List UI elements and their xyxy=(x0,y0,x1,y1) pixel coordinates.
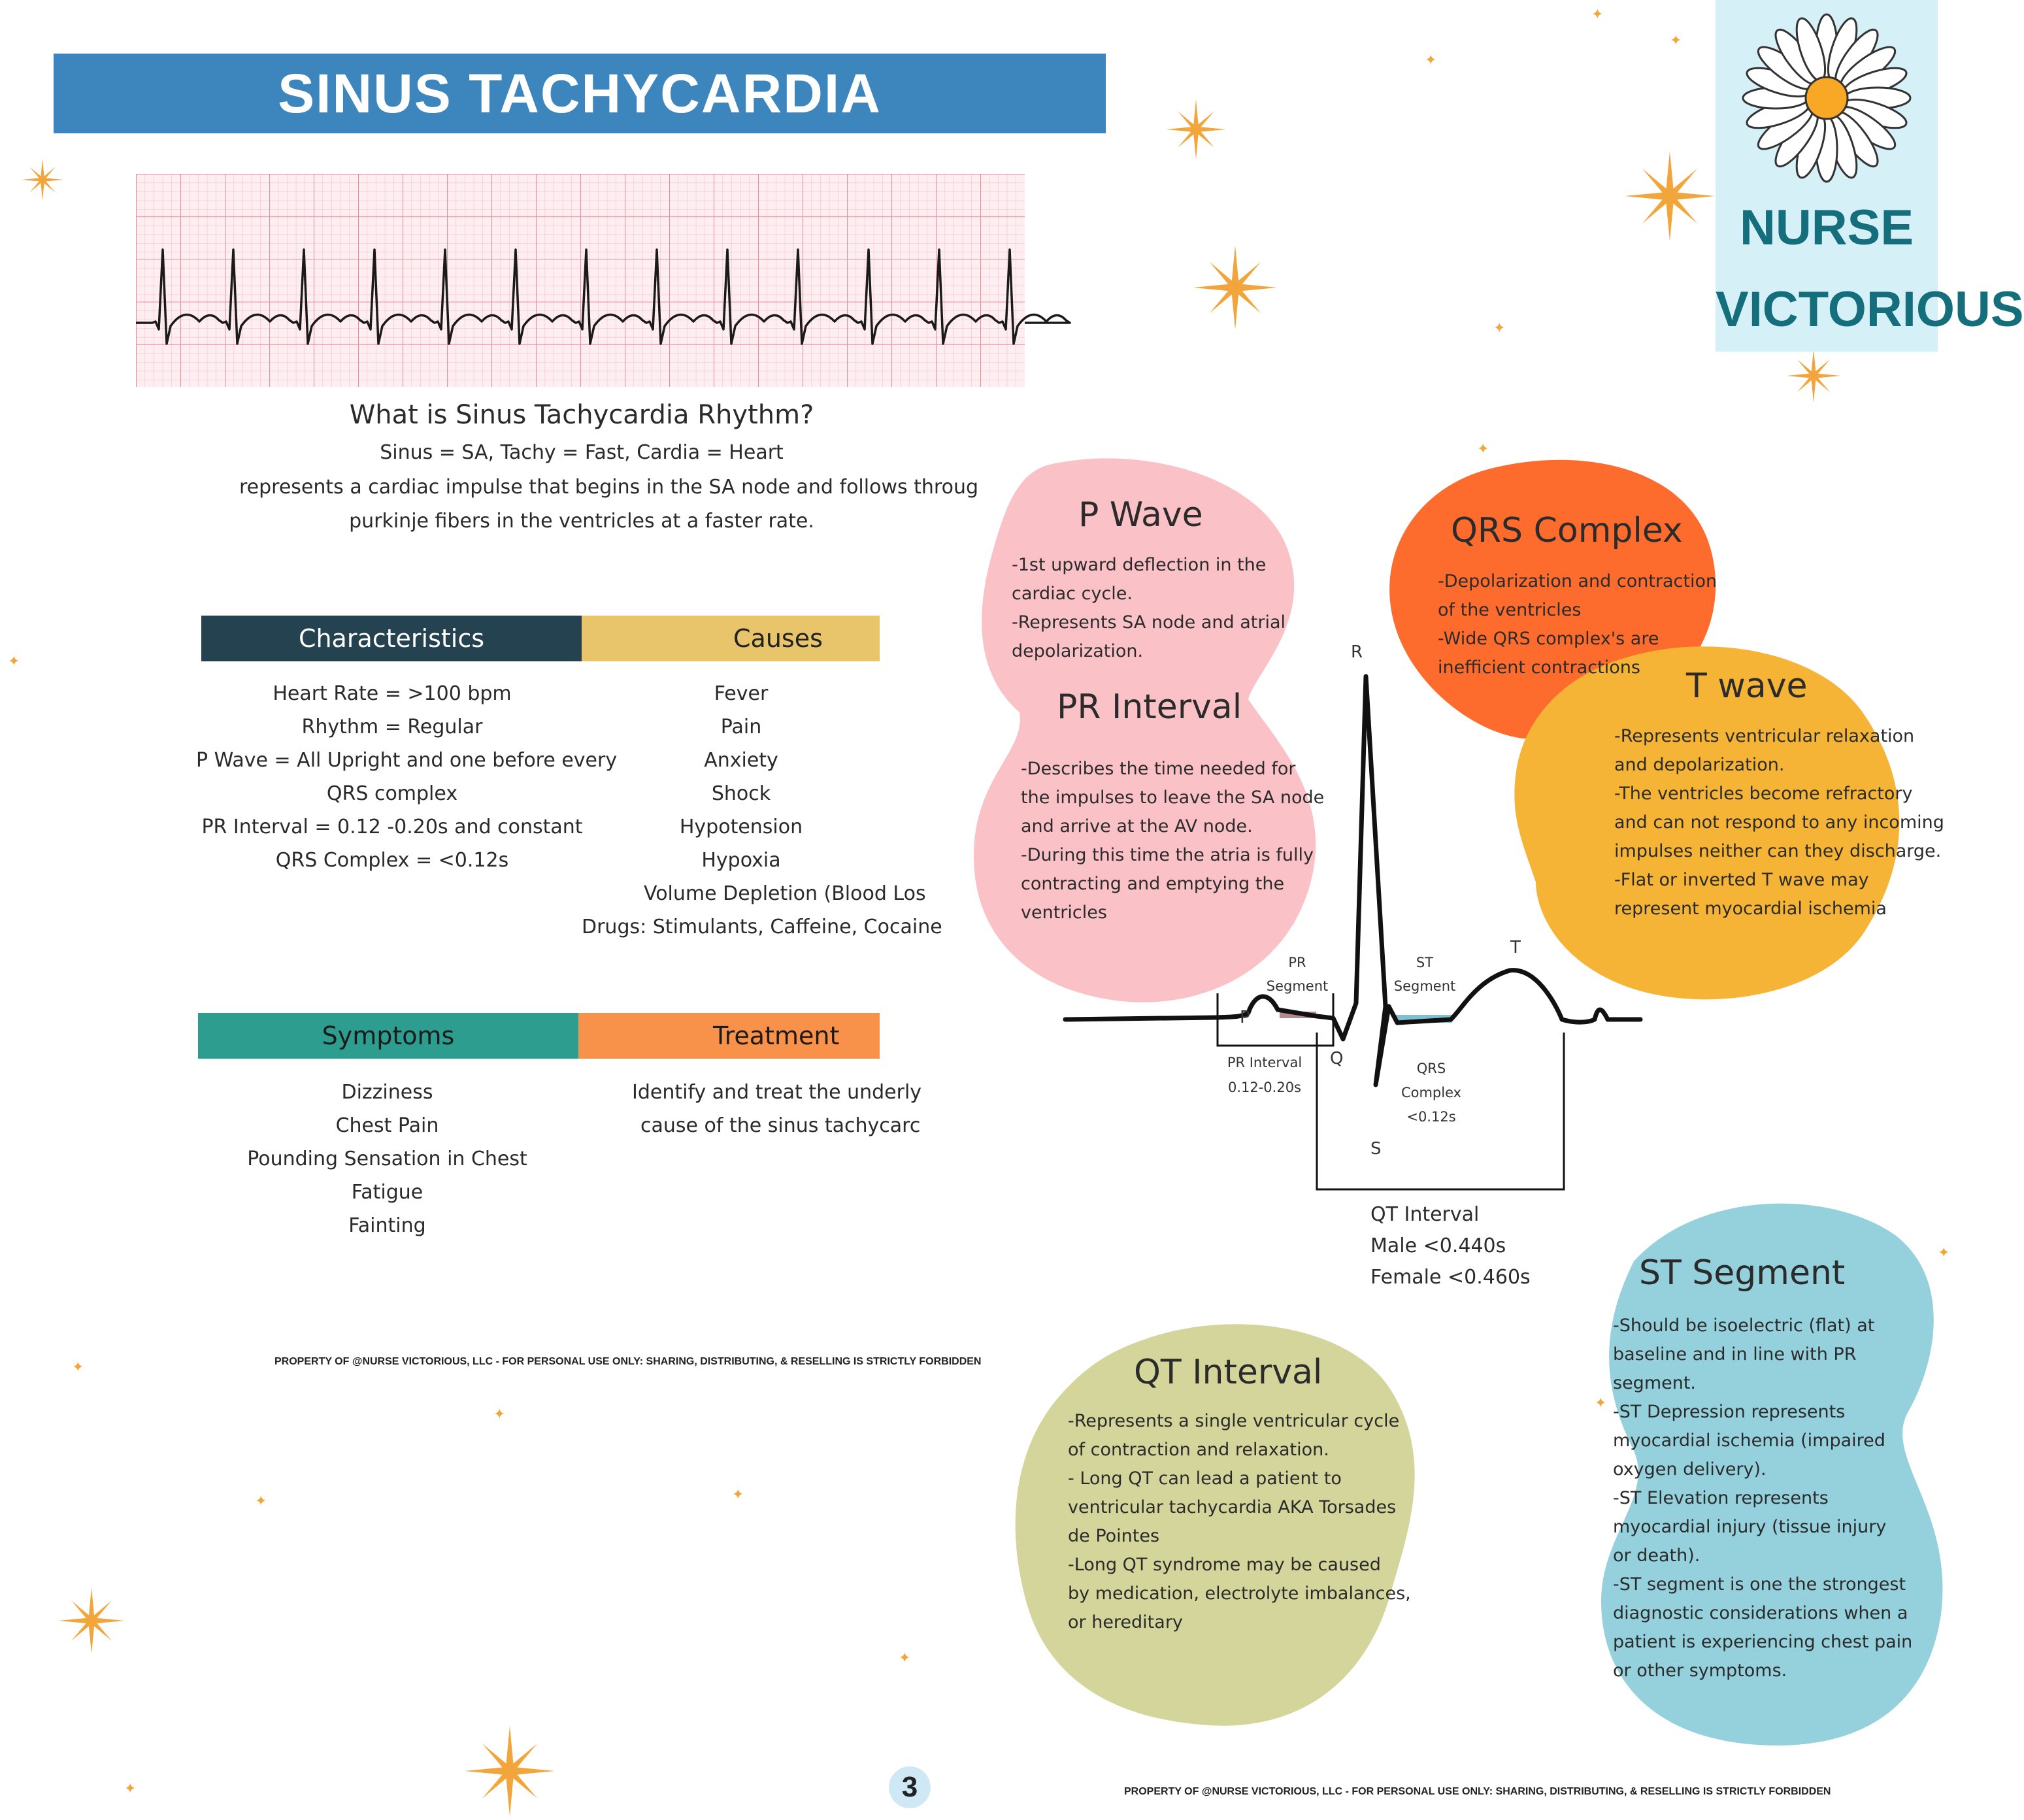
list-item: Pounding Sensation in Chest xyxy=(247,1148,527,1170)
text-line: or other symptoms. xyxy=(1613,1661,1787,1681)
sparkle-star-icon xyxy=(1621,147,1719,245)
label-line: Segment xyxy=(1393,978,1456,994)
text-line: the impulses to leave the SA node xyxy=(1021,787,1325,808)
label-line: Male <0.440s xyxy=(1370,1234,1506,1257)
brand-logo xyxy=(1716,0,2024,352)
text-line: depolarization. xyxy=(1012,641,1144,661)
small-star-dot: ✦ xyxy=(255,1493,267,1510)
label-t: T xyxy=(1510,938,1521,957)
text-line: and can not respond to any incoming xyxy=(1614,812,1944,833)
st-segment-title: ST Segment xyxy=(1639,1253,1846,1293)
list-item: Fever xyxy=(714,682,769,705)
text-line: represent myocardial ischemia xyxy=(1614,899,1887,919)
list-item: Fatigue xyxy=(351,1181,423,1204)
causes-list xyxy=(582,677,942,944)
small-star-dot: ✦ xyxy=(1493,320,1506,337)
sparkle-star-icon xyxy=(1784,346,1843,405)
label-line: QT Interval xyxy=(1370,1203,1480,1226)
copyright-footer-left: PROPERTY OF @NURSE VICTORIOUS, LLC - FOR PERSONAL USE ONLY: SHARING, DISTRIBUTING, & RESELLING IS STRICTLY FORBIDDEN xyxy=(274,1356,982,1367)
text-line: -Wide QRS complex's are xyxy=(1438,629,1659,649)
text-line: inefficient contractions xyxy=(1438,657,1640,678)
intro-line-1: Sinus = SA, Tachy = Fast, Cardia = Heart xyxy=(380,441,784,464)
characteristics-header: Characteristics xyxy=(201,616,582,661)
list-item: Chest Pain xyxy=(335,1114,439,1137)
text-line: or death). xyxy=(1613,1546,1700,1566)
text-line: -ST Elevation represents xyxy=(1613,1488,1829,1508)
copyright-footer-right: PROPERTY OF @NURSE VICTORIOUS, LLC - FOR PERSONAL USE ONLY: SHARING, DISTRIBUTING, & RESELLING IS STRICTLY FORBIDDEN xyxy=(1124,1786,1831,1797)
list-item: cause of the sinus tachycarc xyxy=(640,1114,921,1137)
text-line: de Pointes xyxy=(1068,1526,1160,1546)
intro-line-2: represents a cardiac impulse that begins in the SA node and follows throug xyxy=(239,476,979,499)
list-item: Fainting xyxy=(348,1214,426,1237)
small-star-dot: ✦ xyxy=(732,1487,744,1503)
text-line: -Flat or inverted T wave may xyxy=(1614,870,1869,890)
text-line: baseline and in line with PR xyxy=(1613,1344,1857,1365)
list-item: Shock xyxy=(711,782,771,805)
st-segment-text xyxy=(1613,1312,1912,1685)
text-line: myocardial injury (tissue injury xyxy=(1613,1517,1887,1537)
page-title: SINUS TACHYCARDIA xyxy=(278,62,882,124)
text-line: -During this time the atria is fully xyxy=(1021,845,1314,865)
list-item: Pain xyxy=(720,716,762,738)
text-line: and arrive at the AV node. xyxy=(1021,816,1253,836)
label-r: R xyxy=(1351,642,1363,662)
text-line: patient is experiencing chest pain xyxy=(1613,1632,1913,1652)
treatment-list xyxy=(578,1076,922,1142)
label-q: Q xyxy=(1330,1049,1344,1068)
small-star-dot: ✦ xyxy=(8,654,20,670)
text-line: -ST segment is one the strongest xyxy=(1613,1574,1906,1595)
label-line: Female <0.460s xyxy=(1370,1266,1531,1289)
qrs-complex-title: QRS Complex xyxy=(1451,511,1683,550)
list-item: Dizziness xyxy=(341,1081,433,1104)
text-line: -Long QT syndrome may be caused xyxy=(1068,1555,1381,1575)
text-line: -Represents a single ventricular cycle xyxy=(1068,1411,1400,1431)
small-star-dot: ✦ xyxy=(1938,1245,1950,1261)
symptoms-list xyxy=(196,1076,578,1242)
ecg-waveform-diagram xyxy=(1059,667,1647,1202)
label-line: Complex xyxy=(1401,1085,1462,1100)
text-line: cardiac cycle. xyxy=(1012,584,1133,604)
list-item: PR Interval = 0.12 -0.20s and constant xyxy=(201,816,583,838)
small-star-dot: ✦ xyxy=(1591,7,1604,23)
label-line: PR Interval xyxy=(1227,1055,1302,1070)
t-wave-text xyxy=(1614,722,1944,923)
logo-word-1: NURSE xyxy=(1739,200,1914,256)
small-star-dot: ✦ xyxy=(1477,441,1489,457)
t-wave-title: T wave xyxy=(1686,667,1808,706)
text-line: -1st upward deflection in the xyxy=(1012,555,1267,575)
text-line: diagnostic considerations when a xyxy=(1613,1603,1908,1623)
text-line: impulses neither can they discharge. xyxy=(1614,841,1942,861)
text-line: and depolarization. xyxy=(1614,755,1785,775)
list-item: Heart Rate = >100 bpm xyxy=(273,682,512,705)
page-title-banner xyxy=(54,54,1106,133)
qt-interval-text xyxy=(1068,1407,1411,1637)
p-wave-title: P Wave xyxy=(1078,495,1203,535)
symptoms-header: Symptoms xyxy=(198,1013,578,1059)
small-star-dot: ✦ xyxy=(124,1781,137,1797)
causes-header: Causes xyxy=(582,616,880,661)
text-line: segment. xyxy=(1613,1373,1697,1393)
ecg-rhythm-strip xyxy=(136,174,1025,387)
list-item: P Wave = All Upright and one before every xyxy=(196,749,618,772)
label-line: Segment xyxy=(1266,978,1329,994)
treatment-header: Treatment xyxy=(578,1013,880,1059)
qt-interval-title: QT Interval xyxy=(1134,1353,1323,1392)
sparkle-star-icon xyxy=(56,1585,127,1657)
text-line: of contraction and relaxation. xyxy=(1068,1440,1329,1460)
list-item: Volume Depletion (Blood Los xyxy=(644,882,926,905)
page-number: 3 xyxy=(889,1766,931,1808)
small-star-dot: ✦ xyxy=(493,1406,506,1423)
text-line: ventricles xyxy=(1021,902,1107,923)
label-p: P xyxy=(1240,1008,1250,1027)
label-s: S xyxy=(1370,1139,1382,1159)
list-item: Drugs: Stimulants, Caffeine, Cocaine xyxy=(582,916,942,938)
sparkle-star-icon xyxy=(461,1722,559,1820)
characteristics-list xyxy=(196,677,618,877)
small-star-dot: ✦ xyxy=(899,1650,911,1666)
text-line: -Describes the time needed for xyxy=(1021,759,1296,779)
text-line: myocardial ischemia (impaired xyxy=(1613,1431,1885,1451)
sparkle-star-icon xyxy=(20,157,65,203)
daisy-flower-icon xyxy=(1735,7,1918,190)
text-line: -Depolarization and contraction xyxy=(1438,571,1717,591)
text-line: contracting and emptying the xyxy=(1021,874,1285,894)
p-wave-text xyxy=(1012,551,1286,666)
text-line: -Should be isoelectric (flat) at xyxy=(1613,1315,1875,1336)
logo-word-2: VICTORIOUS xyxy=(1716,282,2024,337)
qrs-complex-label xyxy=(1399,1057,1464,1129)
small-star-dot: ✦ xyxy=(1595,1395,1607,1412)
list-item: Anxiety xyxy=(704,749,778,772)
list-item: Hypoxia xyxy=(701,849,781,872)
text-line: - Long QT can lead a patient to xyxy=(1068,1468,1342,1489)
small-star-dot: ✦ xyxy=(1425,52,1437,69)
pr-interval-label xyxy=(1222,1050,1307,1100)
label-line: QRS xyxy=(1416,1061,1446,1076)
small-star-dot: ✦ xyxy=(1670,33,1682,49)
pr-interval-bracket xyxy=(1218,993,1333,1046)
pr-segment-label xyxy=(1265,951,1330,998)
intro-question: What is Sinus Tachycardia Rhythm? xyxy=(349,400,814,430)
list-item: QRS Complex = <0.12s xyxy=(275,849,509,872)
label-line: 0.12-0.20s xyxy=(1227,1080,1302,1095)
text-line: -Represents ventricular relaxation xyxy=(1614,726,1915,746)
label-line: ST xyxy=(1416,955,1434,970)
text-line: -The ventricles become refractory xyxy=(1614,784,1913,804)
sparkle-star-icon xyxy=(1163,97,1229,162)
ecg-waveform-line xyxy=(1065,676,1640,1085)
text-line: ventricular tachycardia AKA Torsades xyxy=(1068,1497,1397,1517)
text-line: -ST Depression represents xyxy=(1613,1402,1846,1422)
list-item: Rhythm = Regular xyxy=(301,716,483,738)
pr-interval-title: PR Interval xyxy=(1057,687,1242,727)
list-item: Identify and treat the underly xyxy=(632,1081,922,1104)
list-item: QRS complex xyxy=(326,782,458,805)
qt-interval-values xyxy=(1370,1199,1531,1293)
label-line: PR xyxy=(1288,955,1306,970)
st-segment-label xyxy=(1392,951,1457,998)
small-star-dot: ✦ xyxy=(72,1359,84,1376)
sparkle-star-icon xyxy=(1189,242,1281,333)
text-line: of the ventricles xyxy=(1438,600,1582,620)
text-line: oxygen delivery). xyxy=(1613,1459,1767,1480)
list-item: Hypotension xyxy=(679,816,803,838)
text-line: by medication, electrolyte imbalances, xyxy=(1068,1583,1411,1604)
label-line: <0.12s xyxy=(1406,1109,1456,1125)
intro-line-3: purkinje fibers in the ventricles at a faster rate. xyxy=(349,510,814,533)
text-line: -Represents SA node and atrial xyxy=(1012,612,1286,633)
qrs-complex-text xyxy=(1438,567,1717,682)
text-line: or hereditary xyxy=(1068,1612,1183,1632)
